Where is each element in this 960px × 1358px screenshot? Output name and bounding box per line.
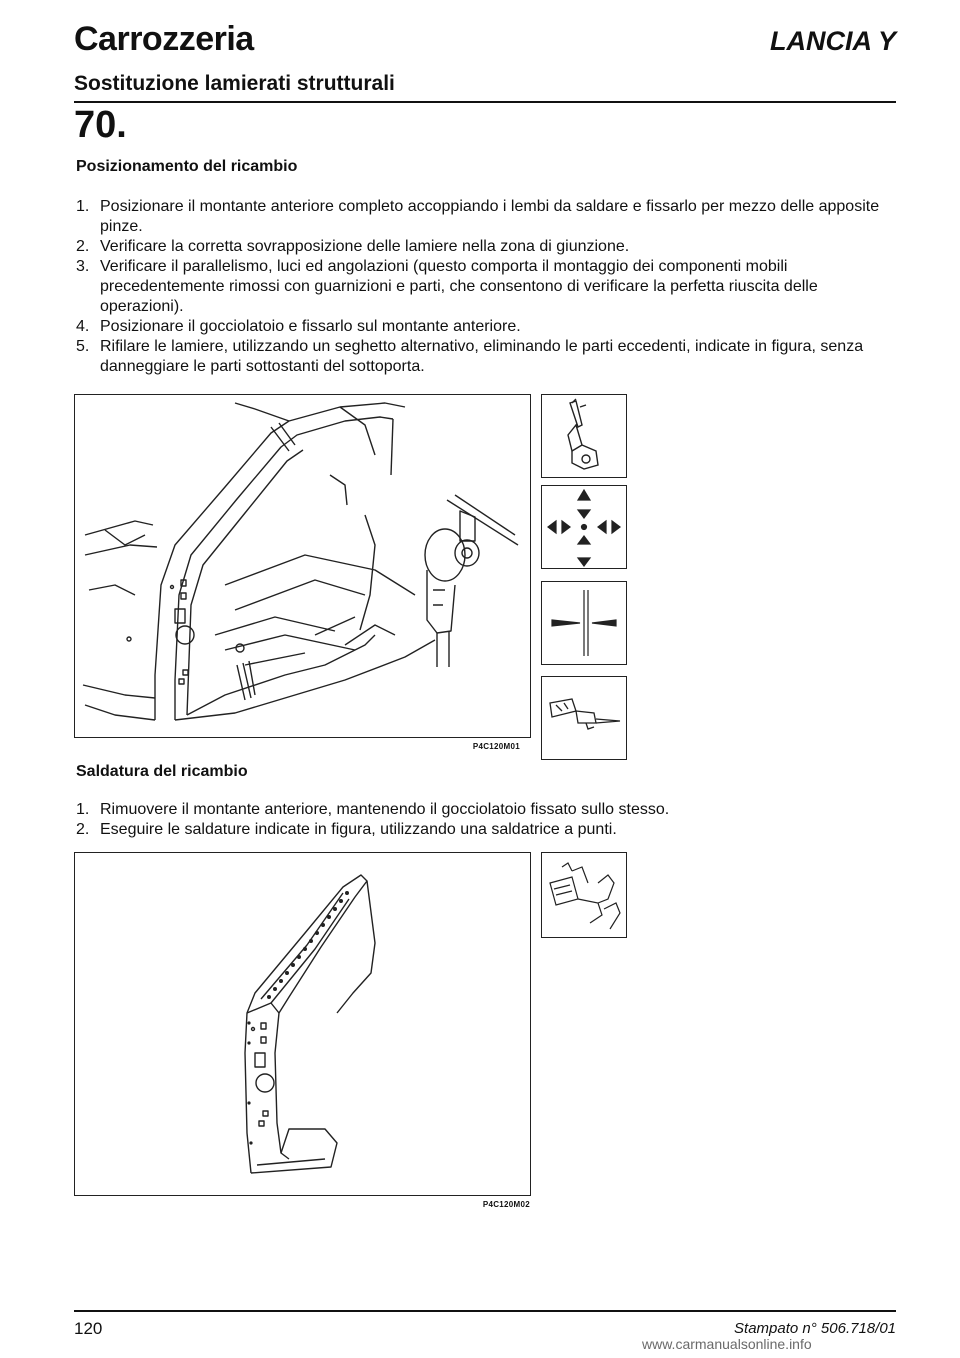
tool-box-alignment [541, 485, 627, 569]
section-number: 70. [74, 104, 127, 146]
figure-spot-welding [74, 852, 531, 1209]
list-item: 5. Rifilare le lamiere, utilizzando un seghetto alternativo, eliminando le parti eccedenti, indicate in figura, senza danneggiare le parti sottostanti del sottoporta. [76, 338, 864, 375]
page-number: 120 [74, 1319, 103, 1338]
tool-box-spot-welder [541, 852, 627, 938]
alignment-arrows-icon [542, 486, 626, 568]
header-rule [74, 101, 896, 103]
spot-welding-drawing [75, 853, 530, 1195]
list-item: 3. Verificare il parallelismo, luci ed angolazioni (questo comporta il montaggio dei componenti mobili precedentemente rimossi con guarnizioni e parti, che consentono di verificare la perfetta riuscita delle operazioni). [76, 258, 818, 315]
chapter-title: Carrozzeria [74, 20, 254, 58]
list-item: 4. Posizionare il gocciolatoio e fissarlo sul montante anteriore. [76, 318, 521, 335]
chapter-subtitle: Sostituzione lamierati strutturali [74, 72, 395, 95]
list-item: 1. Rimuovere il montante anteriore, mantenendo il gocciolatoio fissato sullo stesso. [76, 801, 670, 818]
tool-box-jigsaw [541, 676, 627, 760]
list-item: 2. Eseguire le saldature indicate in figura, utilizzando una saldatrice a punti. [76, 821, 617, 838]
tool-box-clamp [541, 394, 627, 478]
tool-box-overlap [541, 581, 627, 665]
footer-rule [74, 1310, 896, 1312]
positioning-steps [76, 197, 900, 377]
clamp-pliers-icon [542, 395, 626, 477]
overlap-check-icon [542, 582, 626, 664]
spot-welder-icon [542, 853, 626, 937]
pillar-positioning-drawing [75, 395, 530, 737]
watermark: www.carmanualsonline.info [642, 1336, 812, 1352]
list-item: 1. Posizionare il montante anteriore completo accoppiando i lembi da saldare e fissarlo per mezzo delle apposite pinze. [76, 198, 880, 235]
figure-code: P4C120M01 [472, 742, 520, 751]
list-item: 2. Verificare la corretta sovrapposizione delle lamiere nella zona di giunzione. [76, 238, 630, 255]
jigsaw-icon [542, 677, 626, 759]
figure-code: P4C120M02 [482, 1200, 530, 1209]
welding-steps [76, 800, 900, 840]
section-title-welding: Saldatura del ricambio [76, 763, 248, 780]
brand-name: LANCIA Y [769, 26, 896, 56]
section-title-positioning: Posizionamento del ricambio [76, 158, 298, 175]
print-reference: Stampato n° 506.718/01 [734, 1320, 896, 1337]
figure-pillar-positioning [74, 394, 531, 751]
